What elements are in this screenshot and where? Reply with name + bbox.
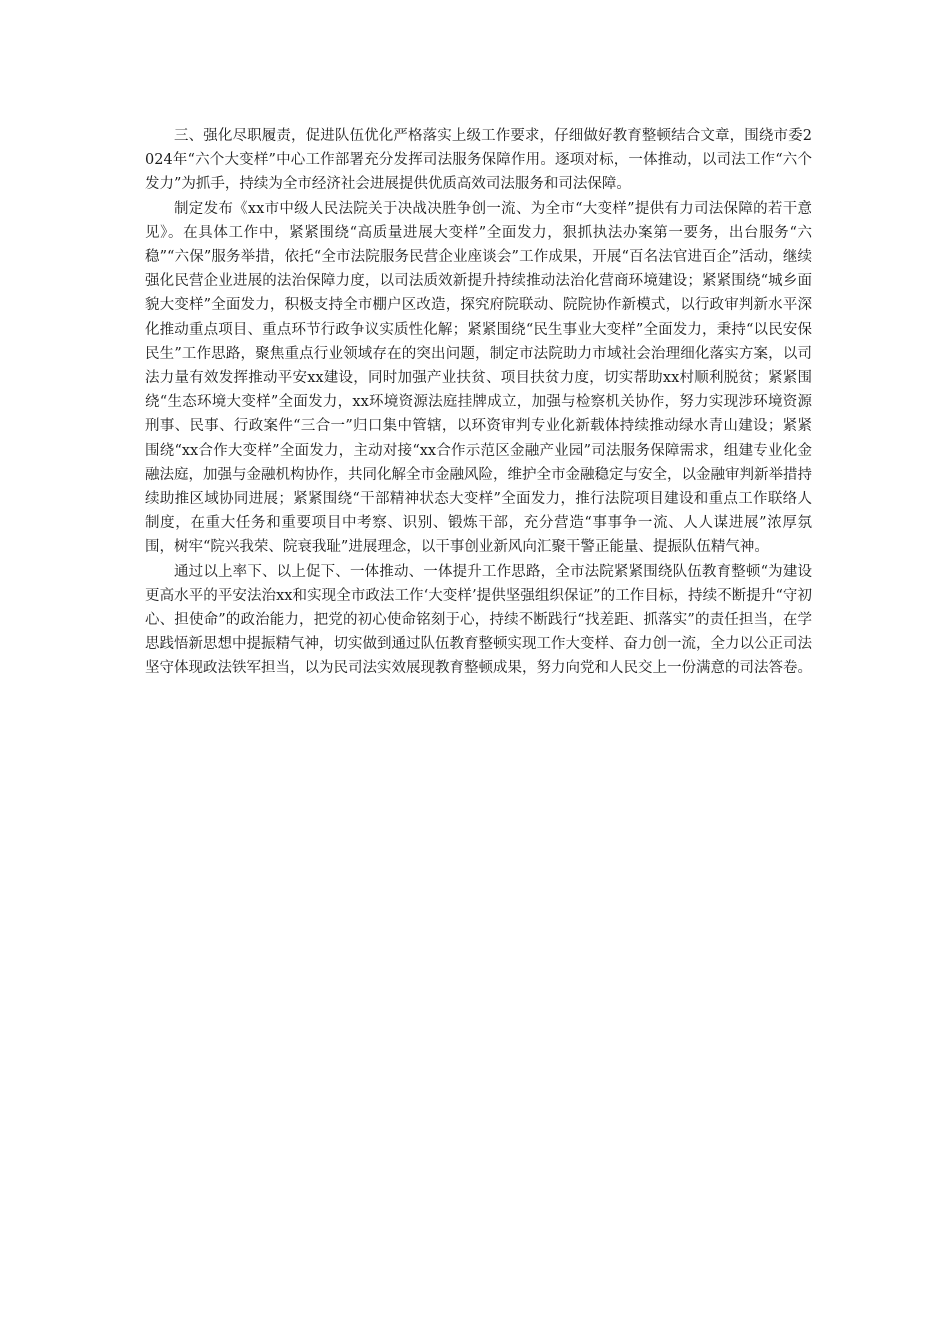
paragraph-2: 制定发布《xx市中级人民法院关于决战决胜争创一流、为全市“大变样”提供有力司法保障的若干意见》。在具体工作中，紧紧围绕“高质量进展大变样”全面发力，狠抓执法办案第一要务，出台服务“六稳”“六保”服务举措，依托“全市法院服务民营企业座谈会”工作成果，开展“百名法官进百企”活动，继续强化民营企业进展的法治保障力度，以司法质效新提升持续推动法治化营商环境建设；紧紧围绕“城乡面貌大变样”全面发力，积极支持全市棚户区改造，探究府院联动、院院协作新模式，以行政审判新水平深化推动重点项目、重点环节行政争议实质性化解；紧紧围绕“民生事业大变样”全面发力，秉持“以民安保民生”工作思路，聚焦重点行业领域存在的突出问题，制定市法院助力市域社会治理细化落实方案，以司法力量有效发挥推动平安xx建设，同时加强产业扶贫、项目扶贫力度，切实帮助xx村顺利脱贫；紧紧围绕“生态环境大变样”全面发力，xx环境资源法庭挂牌成立，加强与检察机关协作，努力实现涉环境资源刑事、民事、行政案件“三合一”归口集中管辖，以环资审判专业化新载体持续推动绿水青山建设；紧紧围绕“xx合作大变样”全面发力，主动对接“xx合作示范区金融产业园”司法服务保障需求，组建专业化金融法庭，加强与金融机构协作，共同化解全市金融风险，维护全市金融稳定与安全，以金融审判新举措持续助推区域协同进展；紧紧围绕“干部精神状态大变样”全面发力，推行法院项目建设和重点工作联络人制度，在重大任务和重要项目中考察、识别、锻炼干部，充分营造“事事争一流、人人谋进展”浓厚氛围，树牢“院兴我荣、院衰我耻”进展理念，以干事创业新风向汇聚干警正能量、提振队伍精气神。: [145, 200, 812, 556]
paragraph-1: 三、强化尽职履责，促进队伍优化严格落实上级工作要求，仔细做好教育整顿结合文章，围绕市委2024年“六个大变样”中心工作部署充分发挥司法服务保障作用。逐项对标，一体推动，以司法工作“六个发力”为抓手，持续为全市经济社会进展提供优质高效司法服务和司法保障。: [145, 128, 812, 193]
paragraph-3: 通过以上率下、以上促下、一体推动、一体提升工作思路，全市法院紧紧围绕队伍教育整顿“为建设更高水平的平安法治xx和实现全市政法工作‘大变样’提供坚强组织保证”的工作目标，持续不断提升“守初心、担使命”的政治能力，把党的初心使命铭刻于心，持续不断践行“找差距、抓落实”的责任担当，在学思践悟新思想中提振精气神，切实做到通过队伍教育整顿实现工作大变样、奋力创一流，全力以公正司法坚守体现政法铁军担当，以为民司法实效展现教育整顿成果，努力向党和人民交上一份满意的司法答卷。: [145, 563, 812, 677]
document-body: [145, 124, 812, 681]
